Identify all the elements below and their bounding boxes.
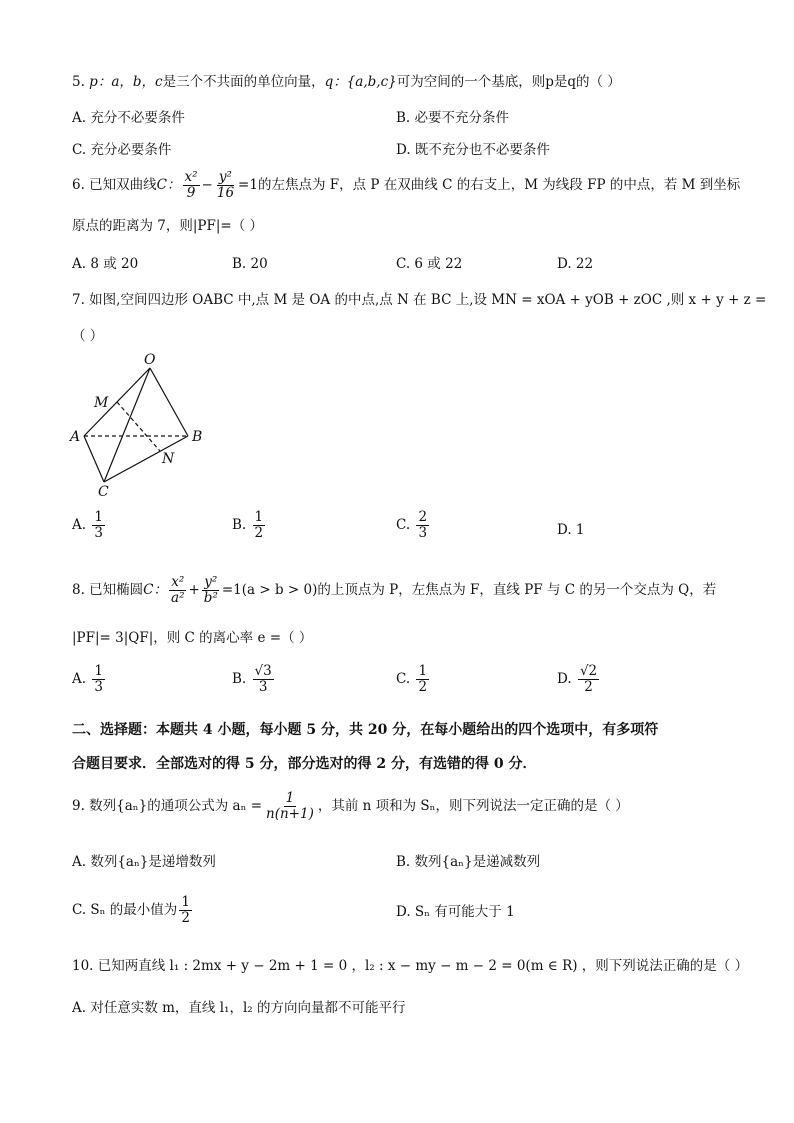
label-c: C <box>98 484 109 500</box>
q8-c-num: 1 <box>418 663 428 679</box>
q8-stem-line2: |PF|= 3|QF|，则 C 的离心率 e =（ ） <box>72 630 313 646</box>
q5-option-c: C. 充分必要条件 <box>72 142 172 158</box>
q7-c-den: 3 <box>418 525 428 541</box>
q9-option-d: D. Sₙ 有可能大于 1 <box>396 904 515 920</box>
q7-a-den: 3 <box>94 525 103 541</box>
q7-b-num: 1 <box>254 509 264 525</box>
q5-number: 5. <box>72 74 90 90</box>
label-m: M <box>94 395 109 411</box>
q8-option-b <box>232 664 276 695</box>
q7-option-d: D. 1 <box>557 522 585 538</box>
q8-option-d <box>557 664 601 695</box>
q7-option-b-label: B. <box>232 517 247 533</box>
q6-option-c: C. 6 或 22 <box>396 256 463 272</box>
q8-frac2-den: b² <box>203 590 218 606</box>
q6-fraction-x <box>183 170 200 201</box>
q7-c-num: 2 <box>418 509 428 525</box>
q8-option-d-label: D. <box>557 671 572 687</box>
q10-stem: 10. 已知两直线 l₁ : 2mx + y − 2m + 1 = 0 ，l₂ : x − my − m − 2 = 0(m ∈ R) ，则下列说法正确的是（ ） <box>72 958 749 974</box>
q6-text1: 的左焦点为 F，点 P 在双曲线 C 的右支上，M 为线段 FP 的中点，若 M 到坐标 <box>257 177 741 193</box>
q8-option-c <box>396 664 431 695</box>
label-o: O <box>144 352 156 368</box>
q7-option-a <box>72 510 107 541</box>
q9-option-c-fraction <box>179 895 192 926</box>
tetrahedron-figure <box>64 350 214 500</box>
q8-eq: =1(a > b > 0) <box>221 582 318 598</box>
q5-q-part: q：{a,b,c} <box>324 74 397 90</box>
q6-frac2-den: 16 <box>216 185 235 201</box>
q6-curve-name: C： <box>156 177 181 193</box>
q7-option-c <box>396 510 431 541</box>
q10-option-a: A. 对任意实数 m，直线 l₁，l₂ 的方向向量都不可能平行 <box>72 1000 406 1016</box>
q9-prefix: 9. 数列{aₙ}的通项公式为 aₙ = <box>72 798 263 814</box>
q9-option-b: B. 数列{aₙ}是递减数列 <box>396 854 541 870</box>
q8-option-b-label: B. <box>232 671 247 687</box>
q8-frac1-den: a² <box>171 590 185 606</box>
q9-c-den: 2 <box>181 910 190 926</box>
q7-b-den: 2 <box>254 525 264 541</box>
q7-option-c-label: C. <box>396 517 411 533</box>
q9-option-c-text: C. Sₙ 的最小值为 <box>72 902 178 918</box>
q6-fraction-y <box>215 170 236 201</box>
q7-option-c-fraction <box>416 510 429 541</box>
q6-prefix: 6. 已知双曲线 <box>72 177 157 193</box>
q5-stem-end: 可为空间的一个基底，则p是q的（ ） <box>396 74 621 90</box>
q8-option-a-label: A. <box>72 671 87 687</box>
q9-fraction <box>264 791 316 822</box>
q8-d-num: √2 <box>579 663 598 679</box>
q8-option-c-label: C. <box>396 671 411 687</box>
q6-stem-line2: 原点的距离为 7，则|PF|=（ ） <box>72 218 264 234</box>
q9-stem <box>72 790 629 822</box>
q9-option-a: A. 数列{aₙ}是递增数列 <box>72 854 216 870</box>
q8-a-num: 1 <box>94 663 103 679</box>
q5-stem <box>72 72 621 92</box>
q8-option-a <box>72 664 107 695</box>
q6-frac1-den: 9 <box>186 185 196 201</box>
q5-option-b: B. 必要不充分条件 <box>396 110 510 126</box>
label-a: A <box>70 429 81 445</box>
q8-b-num: √3 <box>254 663 272 679</box>
q7-option-a-fraction <box>92 510 105 541</box>
q8-option-a-fraction <box>92 664 105 695</box>
q8-fraction-x <box>169 575 186 606</box>
q8-stem-line1 <box>72 574 716 606</box>
q7-option-b-fraction <box>253 510 266 541</box>
q5-option-d: D. 既不充分也不必要条件 <box>396 142 550 158</box>
q7-stem-line1: 7. 如图,空间四边形 OABC 中,点 M 是 OA 的中点,点 N 在 BC 上,设 MN = xOA + yOB + zOC ,则 x + y + z = <box>72 292 767 308</box>
section2-heading-line2: 合题目要求．全部选对的得 5 分，部分选对的得 2 分，有选错的得 0 分． <box>72 756 537 772</box>
q5-option-a: A. 充分不必要条件 <box>72 110 185 126</box>
edge-ob <box>150 368 188 436</box>
q7-a-num: 1 <box>94 509 103 525</box>
q8-frac1-num: x² <box>171 574 185 590</box>
q6-option-d: D. 22 <box>557 256 594 272</box>
q8-c-den: 2 <box>418 679 428 695</box>
q8-option-c-fraction <box>416 664 429 695</box>
q6-eq: =1 <box>238 177 258 193</box>
q7-option-a-label: A. <box>72 517 87 533</box>
label-n: N <box>162 451 175 467</box>
q7-option-b <box>232 510 267 541</box>
q9-frac-den: n(n+1) <box>266 806 314 822</box>
q9-c-num: 1 <box>181 894 190 910</box>
q8-option-d-fraction <box>578 664 599 695</box>
q6-frac2-num: y² <box>218 169 232 185</box>
q6-minus: − <box>201 177 213 193</box>
q8-curve-name: C： <box>143 582 168 598</box>
q9-frac-num: 1 <box>285 790 295 806</box>
q9-suffix: ，其前 n 项和为 Sₙ，则下列说法一定正确的是（ ） <box>317 798 629 814</box>
q8-text1: 的上顶点为 P，左焦点为 F，直线 PF 与 C 的另一个交点为 Q，若 <box>317 582 717 598</box>
q6-frac1-num: x² <box>184 169 198 185</box>
q6-option-a: A. 8 或 20 <box>72 256 139 272</box>
q8-d-den: 2 <box>584 679 593 695</box>
q8-a-den: 3 <box>94 679 103 695</box>
edge-oc <box>104 368 150 482</box>
label-b: B <box>192 429 203 445</box>
q5-p-part: p：a，b，c <box>89 74 163 90</box>
q8-option-b-fraction <box>253 664 274 695</box>
q6-option-b: B. 20 <box>232 256 268 272</box>
q8-fraction-y <box>202 575 220 606</box>
q8-prefix: 8. 已知椭圆 <box>72 582 144 598</box>
q5-stem-mid: 是三个不共面的单位向量， <box>162 74 325 90</box>
q9-option-c <box>72 894 194 926</box>
q8-plus: + <box>188 582 200 598</box>
q7-stem-line2: （ ） <box>72 328 104 344</box>
edge-ac <box>84 436 104 482</box>
edge-bc <box>104 436 188 482</box>
segment-mn-dashed <box>117 402 160 451</box>
q8-frac2-num: y² <box>204 574 218 590</box>
q6-stem-line1 <box>72 170 740 201</box>
q8-b-den: 3 <box>258 679 268 695</box>
section2-heading-line1: 二、选择题：本题共 4 小题，每小题 5 分，共 20 分，在每小题给出的四个选项中，有多项符 <box>72 722 659 738</box>
